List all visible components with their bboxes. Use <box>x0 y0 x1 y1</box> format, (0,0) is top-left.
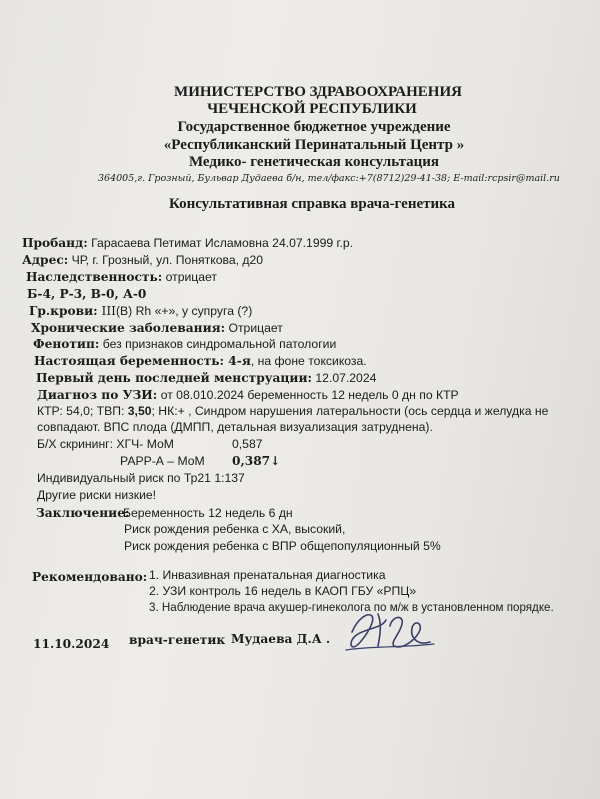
conclusion-line-2: Риск рождения ребенка с ХА, высокий, <box>124 522 346 536</box>
lmp-label: Первый день последней менструации: <box>36 371 312 385</box>
tvp-value: 3,50 <box>127 404 152 418</box>
pregnancy-value: , на фоне токсикоза. <box>250 354 367 368</box>
ktr-prefix: КТР: 54,0; ТВП: <box>37 404 128 418</box>
recommendation-item-1: 1. Инвазивная пренатальная диагностика <box>149 568 386 582</box>
risk-other: Другие риски низкие! <box>37 488 157 502</box>
header-institution-type: Государственное бюджетное учреждение <box>177 119 451 135</box>
doctor-role: врач-генетик <box>129 633 226 647</box>
pappa-value: 0,387 <box>232 454 271 468</box>
header-address: 364005,г. Грозный, Бульвар Дудаева б/н, тел/факс:+7(8712)29-41-38; E-mail:rcpsir@mail.ru <box>98 173 560 184</box>
recommendation-item-3: 3. Наблюдение врача акушер-гинеколога по м/ж в установленном порядке. <box>149 601 554 614</box>
chronic-value: Отрицает <box>225 321 283 335</box>
ktr-line <box>37 404 548 419</box>
proband-label: Пробанд: <box>22 236 88 250</box>
proband-value: Гарасаева Петимат Исламовна 24.07.1999 г.р. <box>87 236 354 250</box>
signature-icon <box>338 606 438 654</box>
blood-group: III <box>97 304 116 318</box>
pregnancy-label: Настоящая беременность: <box>34 354 225 368</box>
lmp-line <box>36 371 376 386</box>
address-line <box>22 253 263 268</box>
blood-label: Гр.крови: <box>29 304 98 318</box>
header-institution-name: «Республиканский Перинатальный Центр » <box>163 137 465 153</box>
ktr-line-2: совпадают. ВПС плода (ДМПП, детальная визуализация затруднена). <box>37 420 433 434</box>
conclusion-label: Заключение: <box>36 506 130 520</box>
ultrasound-label: Диагноз по УЗИ: <box>37 388 158 402</box>
recommendation-item-2: 2. УЗИ контроль 16 недель в КАОП ГБУ «РПЦ» <box>149 584 417 598</box>
blood-line <box>29 304 252 319</box>
proband-line <box>22 236 353 251</box>
blood-value: (В) Rh «+», у супруга (?) <box>115 304 253 318</box>
heredity-label: Наследственность: <box>26 270 163 284</box>
phenotype-line <box>33 337 336 352</box>
conclusion-line-1: Беременность 12 недель 6 дн <box>123 506 293 520</box>
ultrasound-value: от 08.010.2024 беременность 12 недель 0 дн по КТР <box>157 388 459 402</box>
lmp-value: 12.07.2024 <box>312 371 377 385</box>
obstetric-history: Б-4, Р-3, В-0, А-0 <box>27 287 147 301</box>
conclusion-line-3: Риск рождения ребенка с ВПР общепопуляционный 5% <box>124 539 441 553</box>
header-department: Медико- генетическая консультация <box>188 154 440 170</box>
phenotype-label: Фенотип: <box>33 337 100 351</box>
screening-label: Б/Х скрининг: ХГЧ- МоМ <box>37 437 174 451</box>
address-value: ЧР, г. Грозный, ул. Поняткова, д20 <box>68 253 264 267</box>
chronic-line <box>31 321 283 336</box>
header-ministry: МИНИСТЕРСТВО ЗДРАВООХРАНЕНИЯ <box>174 84 462 100</box>
phenotype-value: без признаков синдромальной патологии <box>99 337 337 351</box>
down-arrow-icon: ↓ <box>270 454 281 468</box>
pappa-label: РАРР-А – МоМ <box>120 454 205 468</box>
pregnancy-line <box>34 354 367 369</box>
document-title: Консультативная справка врача-генетика <box>168 196 456 212</box>
recommendations-label: Рекомендовано: <box>32 570 148 584</box>
ktr-suffix: ; НК:+ , Синдром нарушения латеральности (ось сердца и желудка не <box>151 404 549 418</box>
document-date: 11.10.2024 <box>33 637 110 651</box>
address-label: Адрес: <box>22 253 69 267</box>
hcg-value: 0,587 <box>232 437 263 451</box>
heredity-line <box>26 270 217 285</box>
ultrasound-line <box>37 388 459 403</box>
risk-t21: Индивидуальный риск по Тр21 1:137 <box>37 471 245 485</box>
chronic-label: Хронические заболевания: <box>31 321 226 335</box>
header-republic: ЧЕЧЕНСКОЙ РЕСПУБЛИКИ <box>207 101 417 117</box>
doctor-name: Мудаева Д.А . <box>231 632 331 646</box>
pappa-value-line <box>232 454 280 469</box>
heredity-value: отрицает <box>162 270 217 284</box>
pregnancy-number: 4-я <box>224 354 251 368</box>
